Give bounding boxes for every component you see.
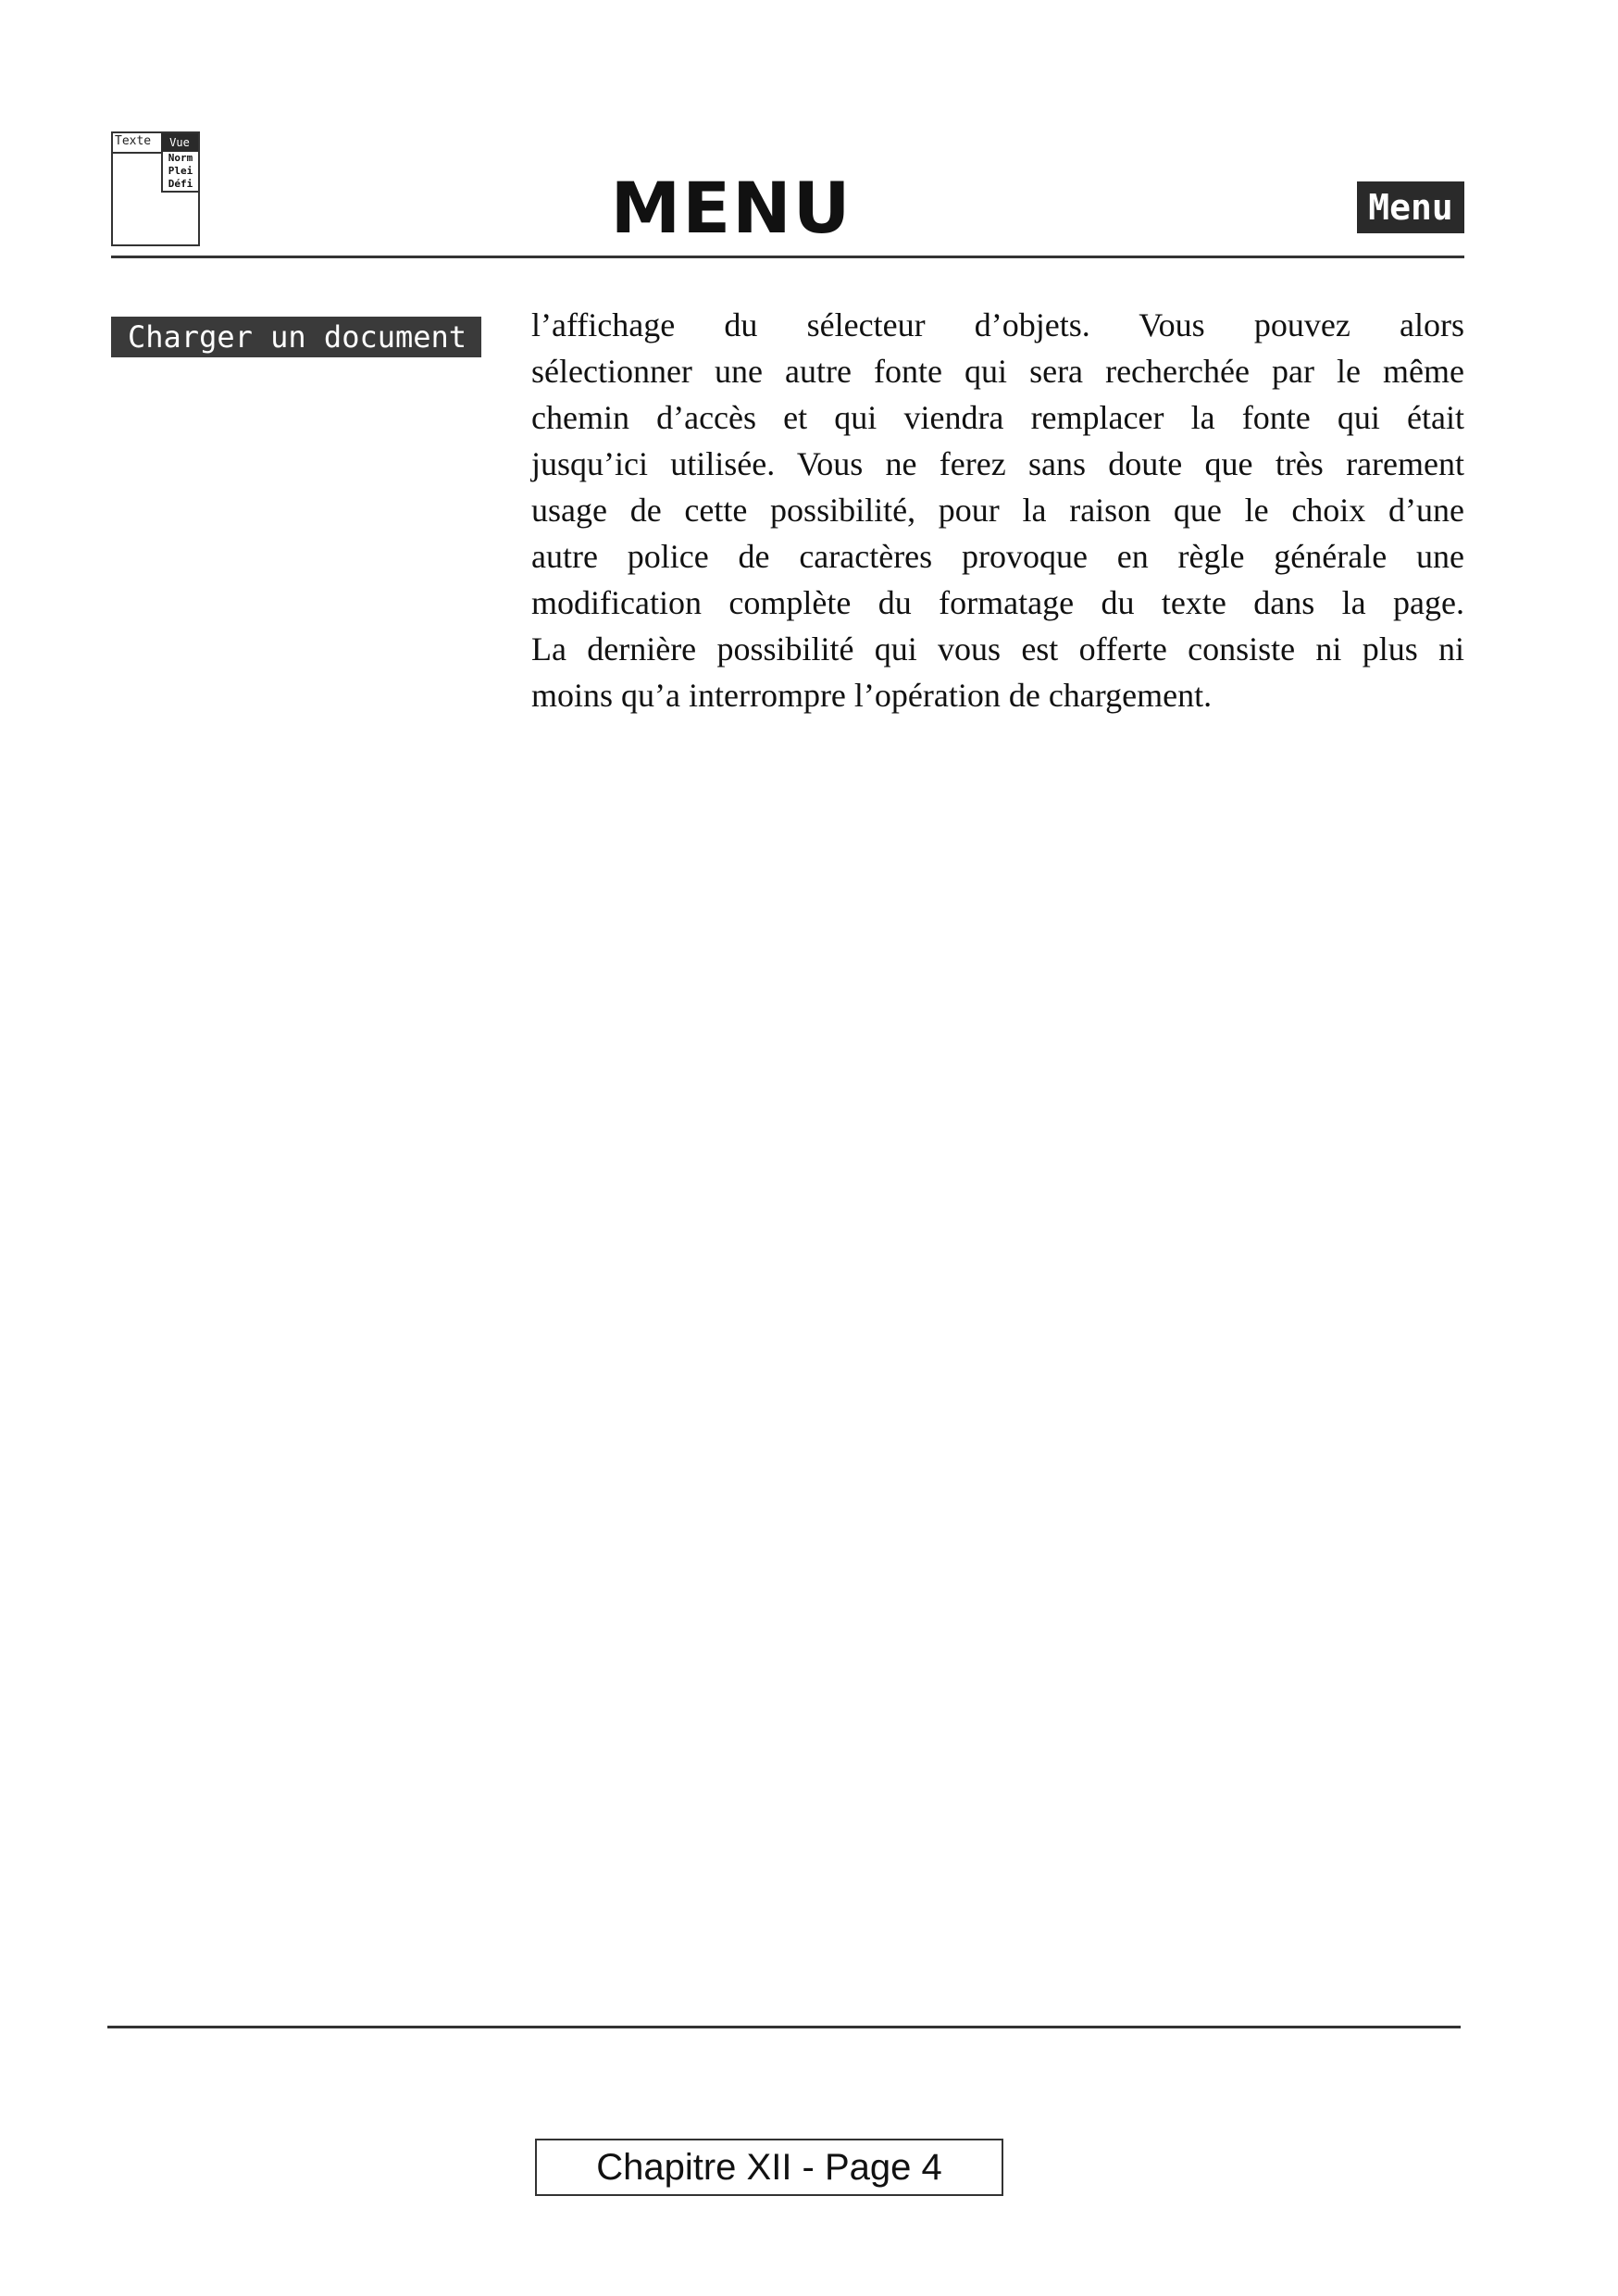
page-title: MENU	[610, 167, 853, 249]
page-number-box: Chapitre XII - Page 4	[535, 2139, 1003, 2196]
body-line: chemin d’accès et qui viendra remplacer la fonte qui était	[531, 399, 1464, 436]
body-line: modification complète du formatage du texte dans la page.	[531, 584, 1464, 621]
body-line: autre police de caractères provoque en règle générale une	[531, 538, 1464, 575]
menu-badge: Menu	[1357, 181, 1464, 233]
body-line: moins qu’a interrompre l’opération de chargement.	[531, 677, 1213, 714]
body-line: l’affichage du sélecteur d’objets. Vous pouvez alors	[531, 306, 1464, 343]
header-divider	[111, 256, 1464, 258]
body-line: usage de cette possibilité, pour la raison que le choix d’une	[531, 492, 1464, 529]
mini-menu-item: Plei	[168, 165, 193, 177]
mini-menu-bar	[113, 133, 198, 154]
body-line: sélectionner une autre fonte qui sera recherchée par le même	[531, 353, 1464, 390]
mini-menu-texte: Texte	[115, 134, 152, 148]
body-line: jusqu’ici utilisée. Vous ne ferez sans doute que très rarement	[531, 445, 1464, 482]
section-label: Charger un document	[111, 317, 481, 357]
footer-divider	[107, 2026, 1461, 2028]
body-paragraph	[531, 302, 1464, 718]
body-line: La dernière possibilité qui vous est offerte consiste ni plus ni	[531, 630, 1464, 668]
mini-menu-item: Norm	[168, 152, 193, 164]
mini-menu-vue: Vue	[161, 133, 198, 152]
mini-menu-item: Défi	[168, 178, 193, 190]
